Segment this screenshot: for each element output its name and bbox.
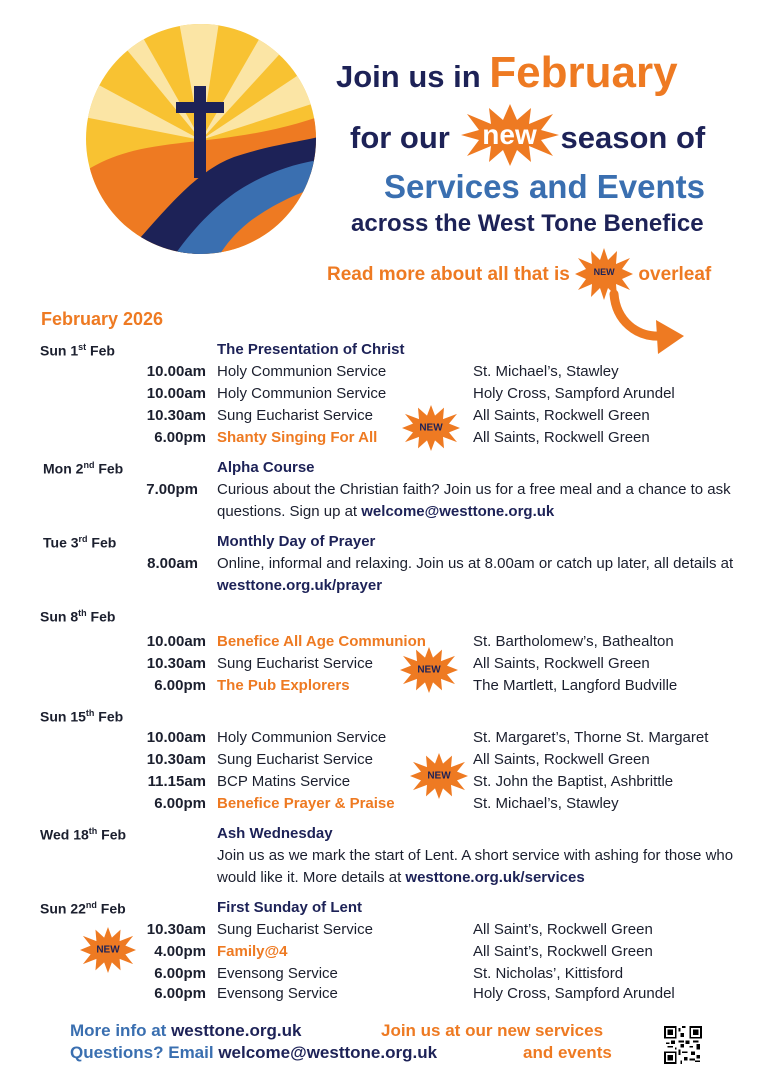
service-venue: St. Nicholas’, Kittisford bbox=[473, 965, 624, 982]
new-badge: NEW bbox=[402, 405, 460, 451]
service-name: The Pub Explorers bbox=[217, 677, 350, 694]
service-row bbox=[0, 383, 768, 405]
event-time: 7.00pm bbox=[146, 481, 198, 498]
service-row bbox=[0, 727, 768, 749]
service-time: 6.00pm bbox=[154, 677, 206, 694]
service-time: 10.00am bbox=[146, 385, 206, 402]
service-venue: All Saints, Rockwell Green bbox=[473, 429, 650, 446]
service-venue: All Saint’s, Rockwell Green bbox=[473, 921, 653, 938]
day-title: Monthly Day of Prayer bbox=[217, 533, 376, 550]
headline-month: February bbox=[489, 48, 678, 97]
day-label: Sun 8th Feb bbox=[40, 608, 116, 625]
service-name: Holy Communion Service bbox=[217, 385, 387, 402]
day-label: Sun 22nd Feb bbox=[40, 900, 126, 917]
day-block bbox=[0, 605, 768, 697]
service-row bbox=[0, 427, 768, 449]
service-venue: Holy Cross, Sampford Arundel bbox=[473, 985, 675, 1002]
day-label: Mon 2nd Feb bbox=[43, 460, 124, 477]
day-title: The Presentation of Christ bbox=[217, 341, 405, 358]
service-time: 6.00pm bbox=[154, 985, 206, 1002]
schedule bbox=[0, 339, 768, 1011]
new-starburst bbox=[461, 116, 559, 156]
benefice-logo bbox=[84, 22, 318, 256]
day-description: Join us as we mark the start of Lent. A short service with ashing for those who would like it. More details at westtone.org.uk/services bbox=[217, 847, 734, 886]
month-title: February 2026 bbox=[41, 309, 164, 329]
service-row bbox=[0, 653, 768, 675]
qr-code-icon[interactable] bbox=[664, 1026, 702, 1064]
day-title: Ash Wednesday bbox=[217, 825, 333, 842]
new-word: new bbox=[482, 119, 537, 150]
questions-line: Questions? Email welcome@westtone.org.uk bbox=[70, 1043, 438, 1062]
service-row bbox=[0, 631, 768, 653]
service-name: Sung Eucharist Service bbox=[217, 655, 373, 672]
day-block bbox=[0, 531, 768, 597]
day-title: First Sunday of Lent bbox=[217, 899, 363, 916]
service-name: Evensong Service bbox=[217, 985, 338, 1002]
day-description: 8.00am Online, informal and relaxing. Join us at 8.00am or catch up later, all details at westtone.org.uk/prayer bbox=[217, 553, 747, 597]
service-row bbox=[0, 793, 768, 815]
service-name: Shanty Singing For All bbox=[217, 429, 378, 446]
services-link[interactable]: westtone.org.uk/services bbox=[405, 869, 585, 886]
read-more-prefix: Read more about all that is bbox=[327, 264, 570, 285]
service-row bbox=[0, 675, 768, 697]
service-venue: St. John the Baptist, Ashbrittle bbox=[473, 773, 674, 790]
service-time: 10.00am bbox=[146, 729, 206, 746]
read-more-line bbox=[327, 262, 711, 286]
headline-line2-suffix: season of bbox=[560, 120, 706, 155]
service-time: 6.00pm bbox=[154, 429, 206, 446]
new-badge: NEW bbox=[80, 927, 136, 973]
service-time: 4.00pm bbox=[154, 943, 206, 960]
service-name: Sung Eucharist Service bbox=[217, 751, 373, 768]
service-name: BCP Matins Service bbox=[217, 773, 351, 790]
service-time: 10.00am bbox=[146, 633, 206, 650]
service-time: 10.30am bbox=[146, 655, 206, 672]
service-time: 10.30am bbox=[146, 751, 206, 768]
service-row bbox=[0, 983, 768, 1003]
headline-line-2 bbox=[350, 116, 705, 156]
day-block bbox=[0, 705, 768, 815]
service-name: Sung Eucharist Service bbox=[217, 921, 373, 938]
signup-email-link[interactable]: welcome@westtone.org.uk bbox=[361, 503, 555, 520]
day-block bbox=[0, 339, 768, 449]
email-link[interactable]: welcome@westtone.org.uk bbox=[218, 1043, 438, 1062]
service-name: Holy Communion Service bbox=[217, 729, 387, 746]
service-row bbox=[0, 361, 768, 383]
service-venue: St. Michael’s, Stawley bbox=[473, 795, 619, 812]
prayer-link[interactable]: westtone.org.uk/prayer bbox=[217, 577, 383, 594]
day-label: Sun 1st Feb bbox=[40, 342, 115, 359]
service-name: Family@4 bbox=[217, 943, 288, 960]
service-row bbox=[0, 405, 768, 427]
service-venue: St. Bartholomew’s, Bathealton bbox=[473, 633, 674, 650]
service-name: Benefice Prayer & Praise bbox=[217, 795, 395, 812]
service-time: 10.00am bbox=[146, 363, 206, 380]
headline-line-1 bbox=[336, 48, 678, 98]
more-info-line: More info at westtone.org.uk bbox=[70, 1021, 302, 1040]
new-badge-text: NEW bbox=[593, 267, 615, 277]
day-description: 7.00pm Curious about the Christian faith? Join us for a free meal and a chance to ask questions. Sign up at welcome@westtone.org.uk bbox=[217, 479, 747, 523]
day-block bbox=[0, 897, 768, 1003]
service-venue: St. Michael’s, Stawley bbox=[473, 363, 619, 380]
join-line-2: and events bbox=[523, 1043, 612, 1062]
headline-line2-prefix: for our bbox=[350, 120, 450, 155]
service-name: Evensong Service bbox=[217, 965, 338, 982]
event-time: 8.00am bbox=[147, 555, 198, 572]
service-venue: All Saints, Rockwell Green bbox=[473, 655, 650, 672]
new-starburst-small bbox=[575, 262, 633, 286]
service-venue: St. Margaret’s, Thorne St. Margaret bbox=[473, 729, 709, 746]
service-name: Benefice All Age Communion bbox=[217, 633, 426, 650]
headline-prefix: Join us in bbox=[336, 59, 490, 94]
service-time: 6.00pm bbox=[154, 795, 206, 812]
service-venue: All Saint’s, Rockwell Green bbox=[473, 943, 653, 960]
day-block bbox=[0, 823, 768, 889]
service-name: Sung Eucharist Service bbox=[217, 407, 373, 424]
headline-services-events: Services and Events bbox=[384, 168, 706, 205]
service-venue: Holy Cross, Sampford Arundel bbox=[473, 385, 675, 402]
read-more-suffix: overleaf bbox=[638, 264, 712, 285]
service-venue: All Saints, Rockwell Green bbox=[473, 751, 650, 768]
day-label: Tue 3rd Feb bbox=[43, 534, 117, 551]
service-time: 6.00pm bbox=[154, 965, 206, 982]
join-line-1: Join us at our new services bbox=[381, 1021, 604, 1040]
service-time: 11.15am bbox=[147, 773, 206, 790]
headline-benefice: across the West Tone Benefice bbox=[351, 210, 704, 237]
service-name: Holy Communion Service bbox=[217, 363, 387, 380]
service-venue: The Martlett, Langford Budville bbox=[473, 677, 678, 694]
service-venue: All Saints, Rockwell Green bbox=[473, 407, 650, 424]
footer bbox=[0, 1018, 768, 1078]
day-block bbox=[0, 457, 768, 523]
day-label: Wed 18th Feb bbox=[40, 826, 127, 843]
day-title: Alpha Course bbox=[217, 459, 315, 476]
website-link[interactable]: westtone.org.uk bbox=[171, 1021, 302, 1040]
service-row bbox=[0, 771, 768, 793]
service-row bbox=[0, 749, 768, 771]
new-badge: NEW bbox=[400, 647, 458, 693]
new-badge: NEW bbox=[410, 753, 468, 799]
day-label: Sun 15th Feb bbox=[40, 708, 124, 725]
service-time: 10.30am bbox=[146, 921, 206, 938]
service-time: 10.30am bbox=[146, 407, 206, 424]
